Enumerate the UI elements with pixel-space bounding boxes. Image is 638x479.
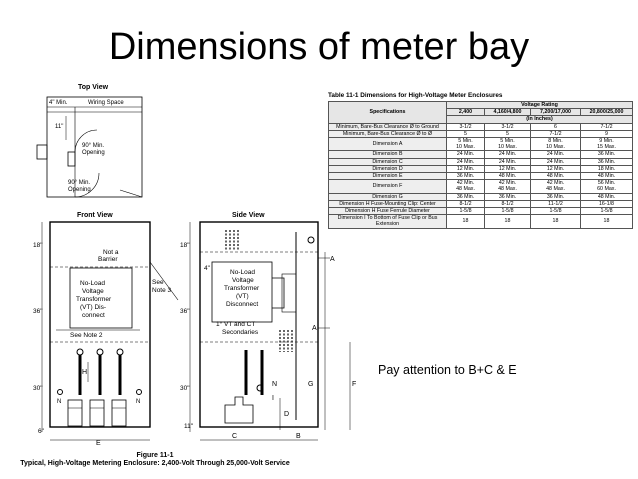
table-cell-spec: Dimension B (329, 151, 447, 158)
table-header-row (329, 102, 633, 109)
front-view-dim-18: 18" (33, 242, 43, 249)
table-cell-value: 12 Min. (531, 165, 581, 172)
front-view-dim-36: 36" (33, 308, 43, 315)
attention-note: Pay attention to B+C & E (378, 363, 517, 377)
table-cell-value: 48 Min. (581, 193, 633, 200)
table-cell-value: 5 Min. 10 Max. (447, 138, 485, 151)
side-view-dim-18: 18" (180, 242, 190, 249)
table-cell-value: 5 (485, 130, 531, 137)
table-voltage: 20,800/25,000 (581, 109, 633, 116)
table-cell-value: 11-1/2 (531, 200, 581, 207)
side-view-letter-b: B (296, 433, 301, 440)
front-view-see-note-3-1: See (152, 279, 164, 286)
side-view-transformer-1: No-Load (230, 269, 255, 276)
side-view-transformer-3: Transformer (224, 285, 260, 292)
table-row (329, 200, 633, 207)
table-cell-value: 18 (531, 215, 581, 228)
side-view-letter-f: F (352, 381, 357, 388)
table-cell-value: 9 (581, 130, 633, 137)
table-cell-value: 24 Min. (447, 151, 485, 158)
table-row (329, 151, 633, 158)
table-cell-value: 5 Min. 10 Max. (485, 138, 531, 151)
table-cell-spec: Minimum, Bare-Bus Clearance Ø to Ø (329, 130, 447, 137)
table-cell-value: 24 Min. (531, 151, 581, 158)
side-view-dim-11: 11" (184, 423, 194, 430)
top-view-label: Top View (78, 84, 109, 91)
front-view-see-note-2: See Note 2 (70, 332, 103, 339)
table-cell-value: 36 Min. (447, 193, 485, 200)
table-header-voltage-rating: Voltage Rating (447, 102, 633, 109)
table-row (329, 138, 633, 151)
front-view-transformer-3: Transformer (76, 296, 112, 303)
table-cell-value: 1-5/8 (447, 208, 485, 215)
table-cell-spec: Dimension D (329, 165, 447, 172)
front-view-dim-30: 30" (33, 385, 43, 392)
table-cell-spec: Dimension E (329, 173, 447, 180)
table-row (329, 123, 633, 130)
table-cell-value: 3-1/2 (447, 123, 485, 130)
side-view-secondaries-1: 1° VT and CT (216, 321, 256, 328)
front-view-transformer-4: (VT) Dis- (80, 304, 106, 311)
table-cell-spec: Minimum, Bare-Bus Clearance Ø to Ground (329, 123, 447, 130)
front-view-letter-h: H (82, 369, 88, 376)
table-header-spec: Specifications (329, 102, 447, 124)
table-cell-value: 56 Min. 60 Max. (581, 180, 633, 193)
top-view-dim-11: 11" (55, 124, 64, 130)
table-cell-value: 8-1/2 (485, 200, 531, 207)
table-cell-spec: Dimension G (329, 193, 447, 200)
table-voltage: 7,200/17,000 (531, 109, 581, 116)
table-cell-value: 48 Min. (485, 173, 531, 180)
side-view-letter-a-mid: A (312, 325, 317, 332)
side-view-letter-n: N (272, 381, 278, 388)
table-cell-value: 7-1/2 (531, 130, 581, 137)
table-cell-value: 18 (581, 215, 633, 228)
side-view-label: Side View (232, 212, 265, 219)
table-cell-value: 16-1/8 (581, 200, 633, 207)
table-caption: Table 11-1 Dimensions for High-Voltage Meter Enclosures (328, 92, 503, 99)
table-cell-spec: Dimension I To Bottom of Fuse Clip or Bus Extension (329, 215, 447, 228)
side-view-letter-i: I (272, 395, 274, 402)
table-row (329, 208, 633, 215)
table-row (329, 165, 633, 172)
table-cell-value: 18 (447, 215, 485, 228)
table-cell-value: 9 Min. 15 Max. (581, 138, 633, 151)
top-view-opening-b-1: 90° Min. (68, 180, 91, 186)
side-view-dim-30: 30" (180, 385, 190, 392)
side-view-transformer-2: Voltage (232, 277, 254, 284)
table-cell-value: 36 Min. (447, 173, 485, 180)
side-view-drawing (180, 212, 356, 440)
table-cell-value: 42 Min. 48 Max. (447, 180, 485, 193)
table-cell-value: 48 Min. (581, 173, 633, 180)
table-cell-spec: Dimension C (329, 158, 447, 165)
table-cell-value: 24 Min. (447, 158, 485, 165)
table-units: (In Inches) (447, 116, 633, 123)
table-cell-value: 24 Min. (485, 158, 531, 165)
table-cell-value: 1-5/8 (485, 208, 531, 215)
table-cell-value: 42 Min. 48 Max. (485, 180, 531, 193)
top-view-min4: 4" Min. (49, 100, 68, 106)
table-voltage: 2,400 (447, 109, 485, 116)
table-cell-value: 42 Min. 48 Max. (531, 180, 581, 193)
side-view-letter-d: D (284, 411, 290, 418)
table-cell-value: 7-1/2 (581, 123, 633, 130)
front-view-label: Front View (77, 212, 113, 219)
table-cell-value: 24 Min. (485, 151, 531, 158)
side-view-dim-36: 36" (180, 308, 190, 315)
side-view-secondaries-2: Secondaries (222, 329, 259, 336)
front-view-letter-e: E (96, 440, 101, 447)
front-view-drawing (33, 212, 178, 447)
slide-title: Dimensions of meter bay (108, 26, 530, 68)
table-cell-value: 1-5/8 (531, 208, 581, 215)
top-view-drawing (37, 84, 142, 197)
dimensions-table-wrap (328, 92, 632, 229)
table-row (329, 130, 633, 137)
front-view-letter-n-right: N (136, 399, 141, 405)
table-cell-value: 24 Min. (531, 158, 581, 165)
table-cell-value: 8-1/2 (447, 200, 485, 207)
table-cell-spec: Dimension F (329, 180, 447, 193)
figure-number: Figure 11-1 (136, 452, 174, 459)
front-view-transformer-1: No-Load (80, 280, 105, 287)
side-view-dim-4: 4" (204, 265, 210, 272)
figure-caption: Typical, High-Voltage Metering Enclosure: 2,400-Volt Through 25,000-Volt Service (20, 460, 290, 467)
front-view-dim-6: 6" (38, 428, 44, 435)
table-cell-spec: Dimension H Fuse Ferrule Diameter (329, 208, 447, 215)
table-cell-value: 12 Min. (485, 165, 531, 172)
table-cell-spec: Dimension H Fuse-Mounting Clip: Center (329, 200, 447, 207)
side-view-letter-a-top: A (330, 256, 335, 263)
side-view-transformer-4: (VT) (236, 293, 249, 300)
table-cell-value: 36 Min. (531, 193, 581, 200)
table-cell-value: 36 Min. (581, 151, 633, 158)
top-view-opening-a-1: 90° Min. (82, 143, 105, 149)
table-cell-value: 48 Min. (531, 173, 581, 180)
side-view-letter-g: G (308, 381, 314, 388)
table-cell-value: 36 Min. (581, 158, 633, 165)
top-view-wiring-space: Wiring Space (88, 100, 124, 106)
side-view-transformer-5: Disconnect (226, 301, 259, 308)
dimensions-table (328, 101, 633, 229)
top-view-opening-a-2: Opening (82, 150, 105, 156)
front-view-letter-n-left: N (57, 399, 62, 405)
front-view-transformer-2: Voltage (82, 288, 104, 295)
table-row (329, 158, 633, 165)
table-cell-value: 12 Min. (447, 165, 485, 172)
top-view-opening-b-2: Opening (68, 187, 91, 193)
table-cell-value: 3-1/2 (485, 123, 531, 130)
table-cell-value: 8 Min. 10 Max. (531, 138, 581, 151)
table-cell-value: 18 Min. (581, 165, 633, 172)
table-row (329, 173, 633, 180)
table-cell-spec: Dimension A (329, 138, 447, 151)
table-row (329, 193, 633, 200)
table-cell-value: 1-5/8 (581, 208, 633, 215)
side-view-letter-c: C (232, 433, 238, 440)
table-cell-value: 36 Min. (485, 193, 531, 200)
table-row (329, 180, 633, 193)
table-voltage: 4,160/4,800 (485, 109, 531, 116)
figure-caption-block (0, 452, 310, 468)
front-view-see-note-3-2: Note 3 (152, 287, 172, 294)
table-cell-value: 6 (531, 123, 581, 130)
table-body (329, 123, 633, 228)
table-row (329, 215, 633, 228)
front-view-transformer-5: connect (82, 312, 105, 319)
front-view-not-barrier-1: Not a (103, 249, 119, 256)
table-cell-value: 5 (447, 130, 485, 137)
table-cell-value: 18 (485, 215, 531, 228)
front-view-not-barrier-2: Barrier (98, 256, 118, 263)
